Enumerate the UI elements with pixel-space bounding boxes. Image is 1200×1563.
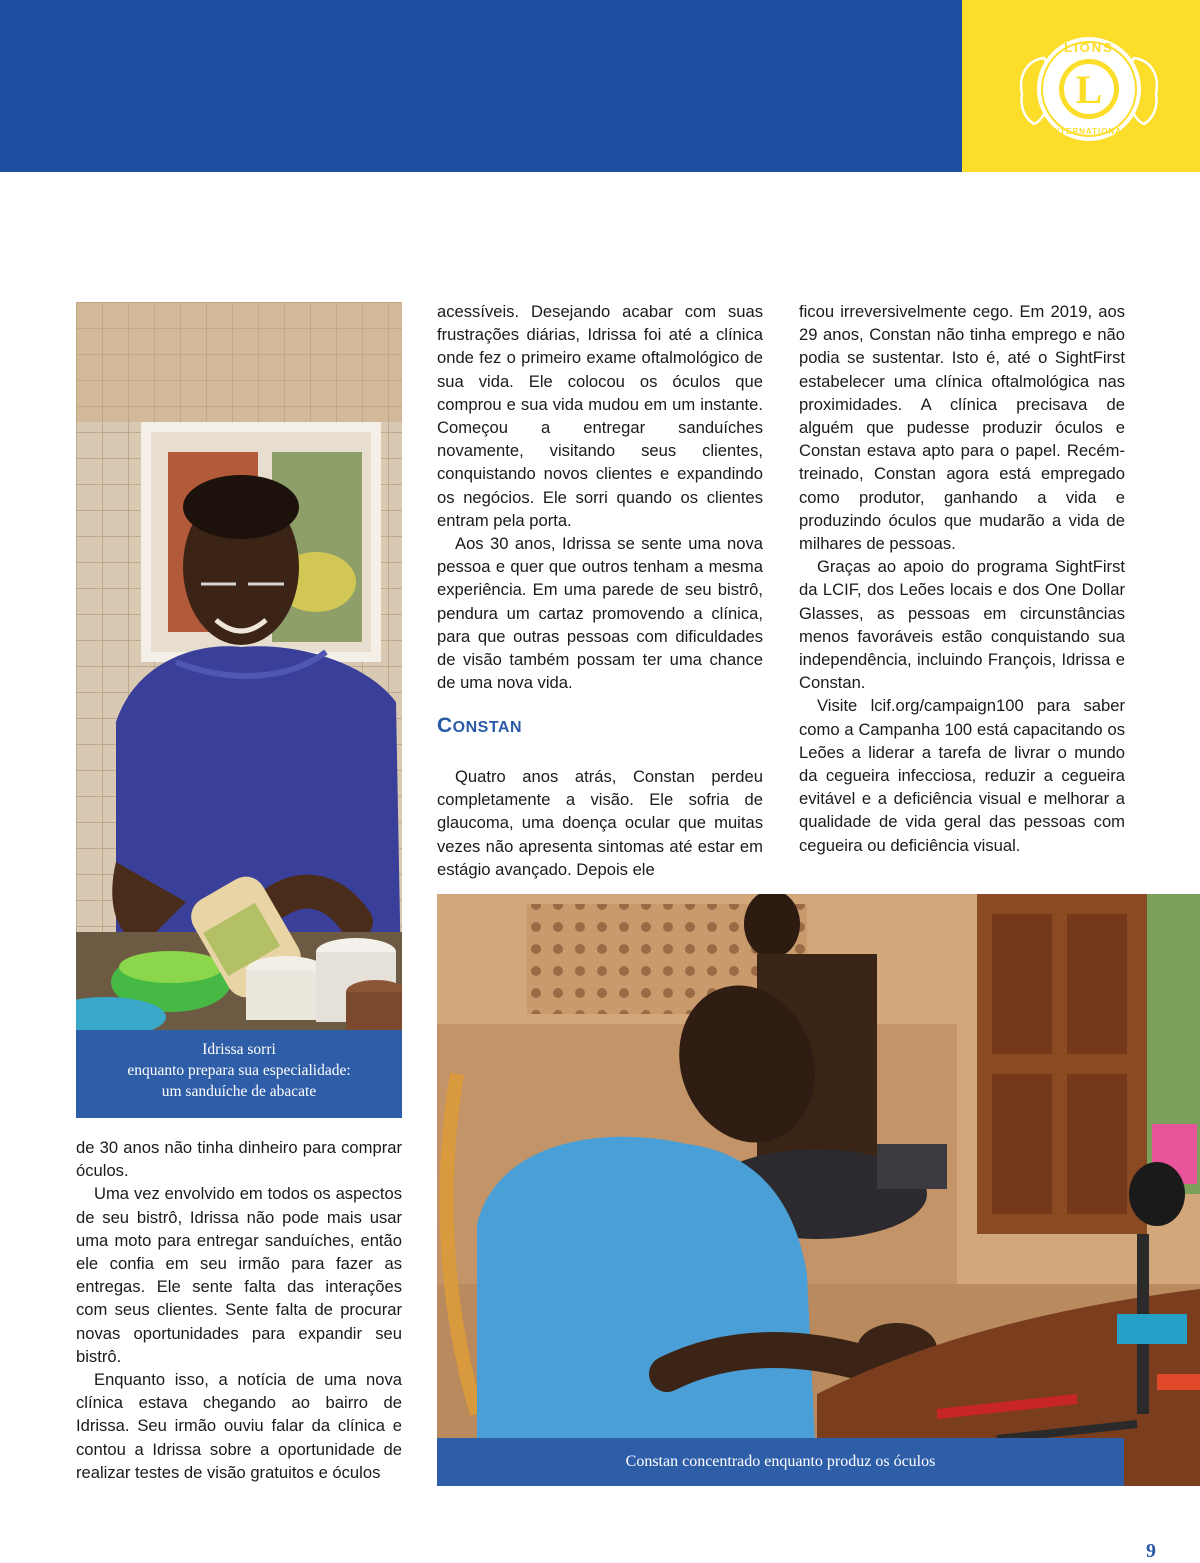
caption-text: Constan concentrado enquanto produz os óculos (625, 1453, 936, 1470)
caption-line: enquanto prepara sua especialidade: (127, 1062, 351, 1079)
heading-initial: C (437, 714, 453, 737)
paragraph: Aos 30 anos, Idrissa se sente uma nova pessoa e quer que outros tenham a mesma experiência. Em uma parede de seu bistrô, pendura um cartaz promovendo a clínica, para que outras pessoas com dificuldades de visão também possam ter uma chance de uma nova vida. (437, 534, 763, 693)
paragraph: Uma vez envolvido em todos os aspectos de seu bistrô, Idrissa não pode mais usar uma moto para entregar sanduíches, então ele confia em seu irmão para fazer as entregas. Ele sente falta das interações com seus clientes. Sente falta de procurar novas oportunidades para expandir seu bistrô. (76, 1184, 402, 1366)
caption-line: Idrissa sorri (202, 1041, 276, 1058)
heading-rest: ONSTAN (452, 719, 523, 736)
photo-idrissa-caption (76, 1030, 402, 1118)
section-heading-constan (437, 714, 522, 738)
photo-constan-caption (437, 1438, 1124, 1486)
photo-idrissa (76, 302, 402, 1030)
paragraph: de 30 anos não tinha dinheiro para comprar óculos. (76, 1138, 402, 1181)
header-band (0, 0, 962, 172)
svg-text:INTERNATIONAL: INTERNATIONAL (1050, 127, 1128, 136)
paragraph: Graças ao apoio do programa SightFirst da LCIF, dos Leões locais e dos One Dollar Glasses, as pessoas em circunstâncias menos favoráveis estão conquistando sua independência, incluindo François, Idrissa e Constan. (799, 557, 1125, 693)
paragraph: Quatro anos atrás, Constan perdeu completamente a visão. Ele sofria de glaucoma, uma doença ocular que muitas vezes não apresenta sintomas até estar em estágio avançado. Depois ele (437, 767, 763, 879)
left-column (76, 1136, 402, 1484)
middle-column (437, 300, 763, 694)
paragraph: Visite lcif.org/campaign100 para saber como a Campanha 100 está capacitando os Leões a liderar a tarefa de livrar o mundo da cegueira infecciosa, reduzir a cegueira evitável e a deficiência visual e melhorar a qualidade de vida geral das pessoas com cegueira ou deficiência visual. (799, 696, 1125, 855)
svg-text:LIONS: LIONS (1064, 40, 1114, 55)
middle-column-section (437, 765, 763, 881)
lions-international-logo (1014, 24, 1164, 154)
right-column (799, 300, 1125, 857)
photo-constan (437, 894, 1200, 1486)
paragraph: ficou irreversivelmente cego. Em 2019, aos 29 anos, Constan não tinha emprego e não podia se sustentar. Isto é, até o SightFirst estabelecer uma clínica oftalmológica nas proximidades. A clínica precisava de alguém que pudesse produzir óculos e Constan estava apto para o papel. Recém-treinado, Constan agora está empregado como produtor, ganhando a vida e produzindo óculos que mudarão a vida de milhares de pessoas. (799, 302, 1125, 554)
paragraph: Enquanto isso, a notícia de uma nova clínica estava chegando ao bairro de Idrissa. Seu irmão ouviu falar da clínica e contou a Idrissa sobre a oportunidade de realizar testes de visão gratuitos e óculos (76, 1370, 402, 1482)
page-number: 9 (1146, 1540, 1156, 1562)
paragraph: acessíveis. Desejando acabar com suas frustrações diárias, Idrissa foi até a clínica onde fez o primeiro exame oftalmológico de sua vida. Ele colocou os óculos que comprou e sua vida mudou em um instante. Começou a entregar sanduíches novamente, visitando seus clientes, conquistando novos clientes e expandindo os negócios. Ele sorri quando os clientes entram pela porta. (437, 302, 763, 530)
caption-line: um sanduíche de abacate (161, 1083, 317, 1100)
svg-text:L: L (1075, 67, 1103, 112)
